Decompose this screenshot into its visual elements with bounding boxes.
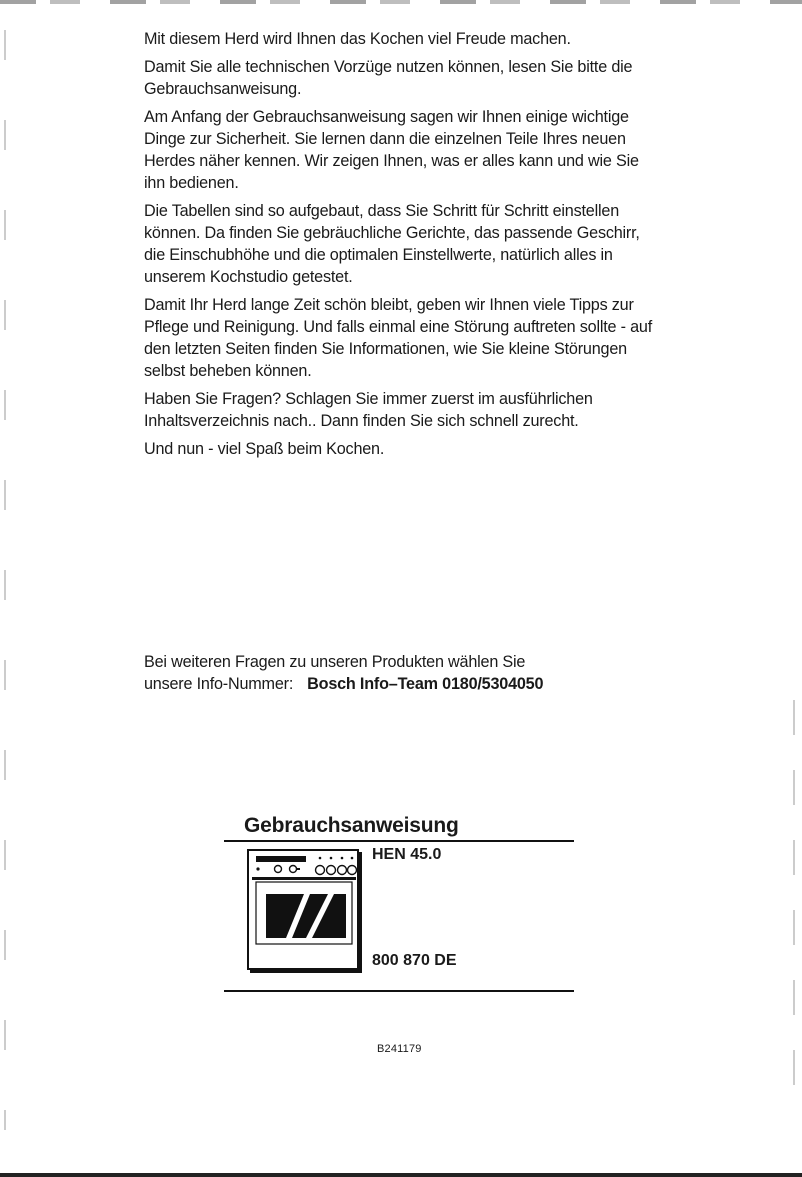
- manual-title: Gebrauchsanweisung: [244, 814, 459, 837]
- paragraph: Mit diesem Herd wird Ihnen das Kochen viel Freude machen.: [144, 30, 571, 48]
- document-code: B241179: [377, 1043, 422, 1055]
- scan-edge-top: [0, 0, 802, 4]
- contact-info: [144, 651, 664, 695]
- manual-label-box: [224, 812, 574, 992]
- paragraph: Damit Ihr Herd lange Zeit schön bleibt, geben wir Ihnen viele Tipps zur Pflege und Reinigung. Und falls einmal eine Störung auftreten sollte - auf den letzten Seiten finden Sie Informationen, wie Sie kleine Störungen selbst beheben können.: [144, 296, 653, 380]
- contact-line-2: [144, 673, 664, 695]
- paragraph: Haben Sie Fragen? Schlagen Sie immer zuerst im ausführlichen Inhaltsverzeichnis nach.. Dann finden Sie sich schnell zurecht.: [144, 390, 593, 430]
- divider-bottom: [224, 990, 574, 992]
- paragraph: Und nun - viel Spaß beim Kochen.: [144, 440, 385, 458]
- oven-icon: [246, 848, 362, 973]
- manual-details: [224, 842, 574, 990]
- paragraph: Am Anfang der Gebrauchsanweisung sagen wir Ihnen einige wichtige Dinge zur Sicherheit. Sie lernen dann die einzelnen Teile Ihres neuen Herdes näher kennen. Wir zeigen Ihnen, was er alles kann und wie Sie ihn bedienen.: [144, 108, 639, 192]
- scan-margin-right: [793, 700, 795, 1120]
- paragraph: Die Tabellen sind so aufgebaut, dass Sie Schritt für Schritt einstellen können. Da finden Sie gebräuchliche Gerichte, das passende Geschirr, die Einschubhöhe und die optimalen Einstellwerte, natürlich alles in unserem Kochstudio getestet.: [144, 202, 640, 286]
- scan-margin-left: [4, 30, 6, 1130]
- contact-line-1: Bei weiteren Fragen zu unseren Produkten wählen Sie: [144, 653, 526, 671]
- part-number: 800 870 DE: [372, 952, 457, 969]
- hotline-number: Bosch Info–Team 0180/5304050: [307, 675, 544, 693]
- contact-prefix: unsere Info-Nummer:: [144, 675, 294, 693]
- scan-edge-bottom: [0, 1173, 802, 1177]
- intro-text: [144, 28, 664, 466]
- model-number: HEN 45.0: [372, 846, 442, 863]
- paragraph: Damit Sie alle technischen Vorzüge nutzen können, lesen Sie bitte die Gebrauchsanweisung.: [144, 58, 633, 98]
